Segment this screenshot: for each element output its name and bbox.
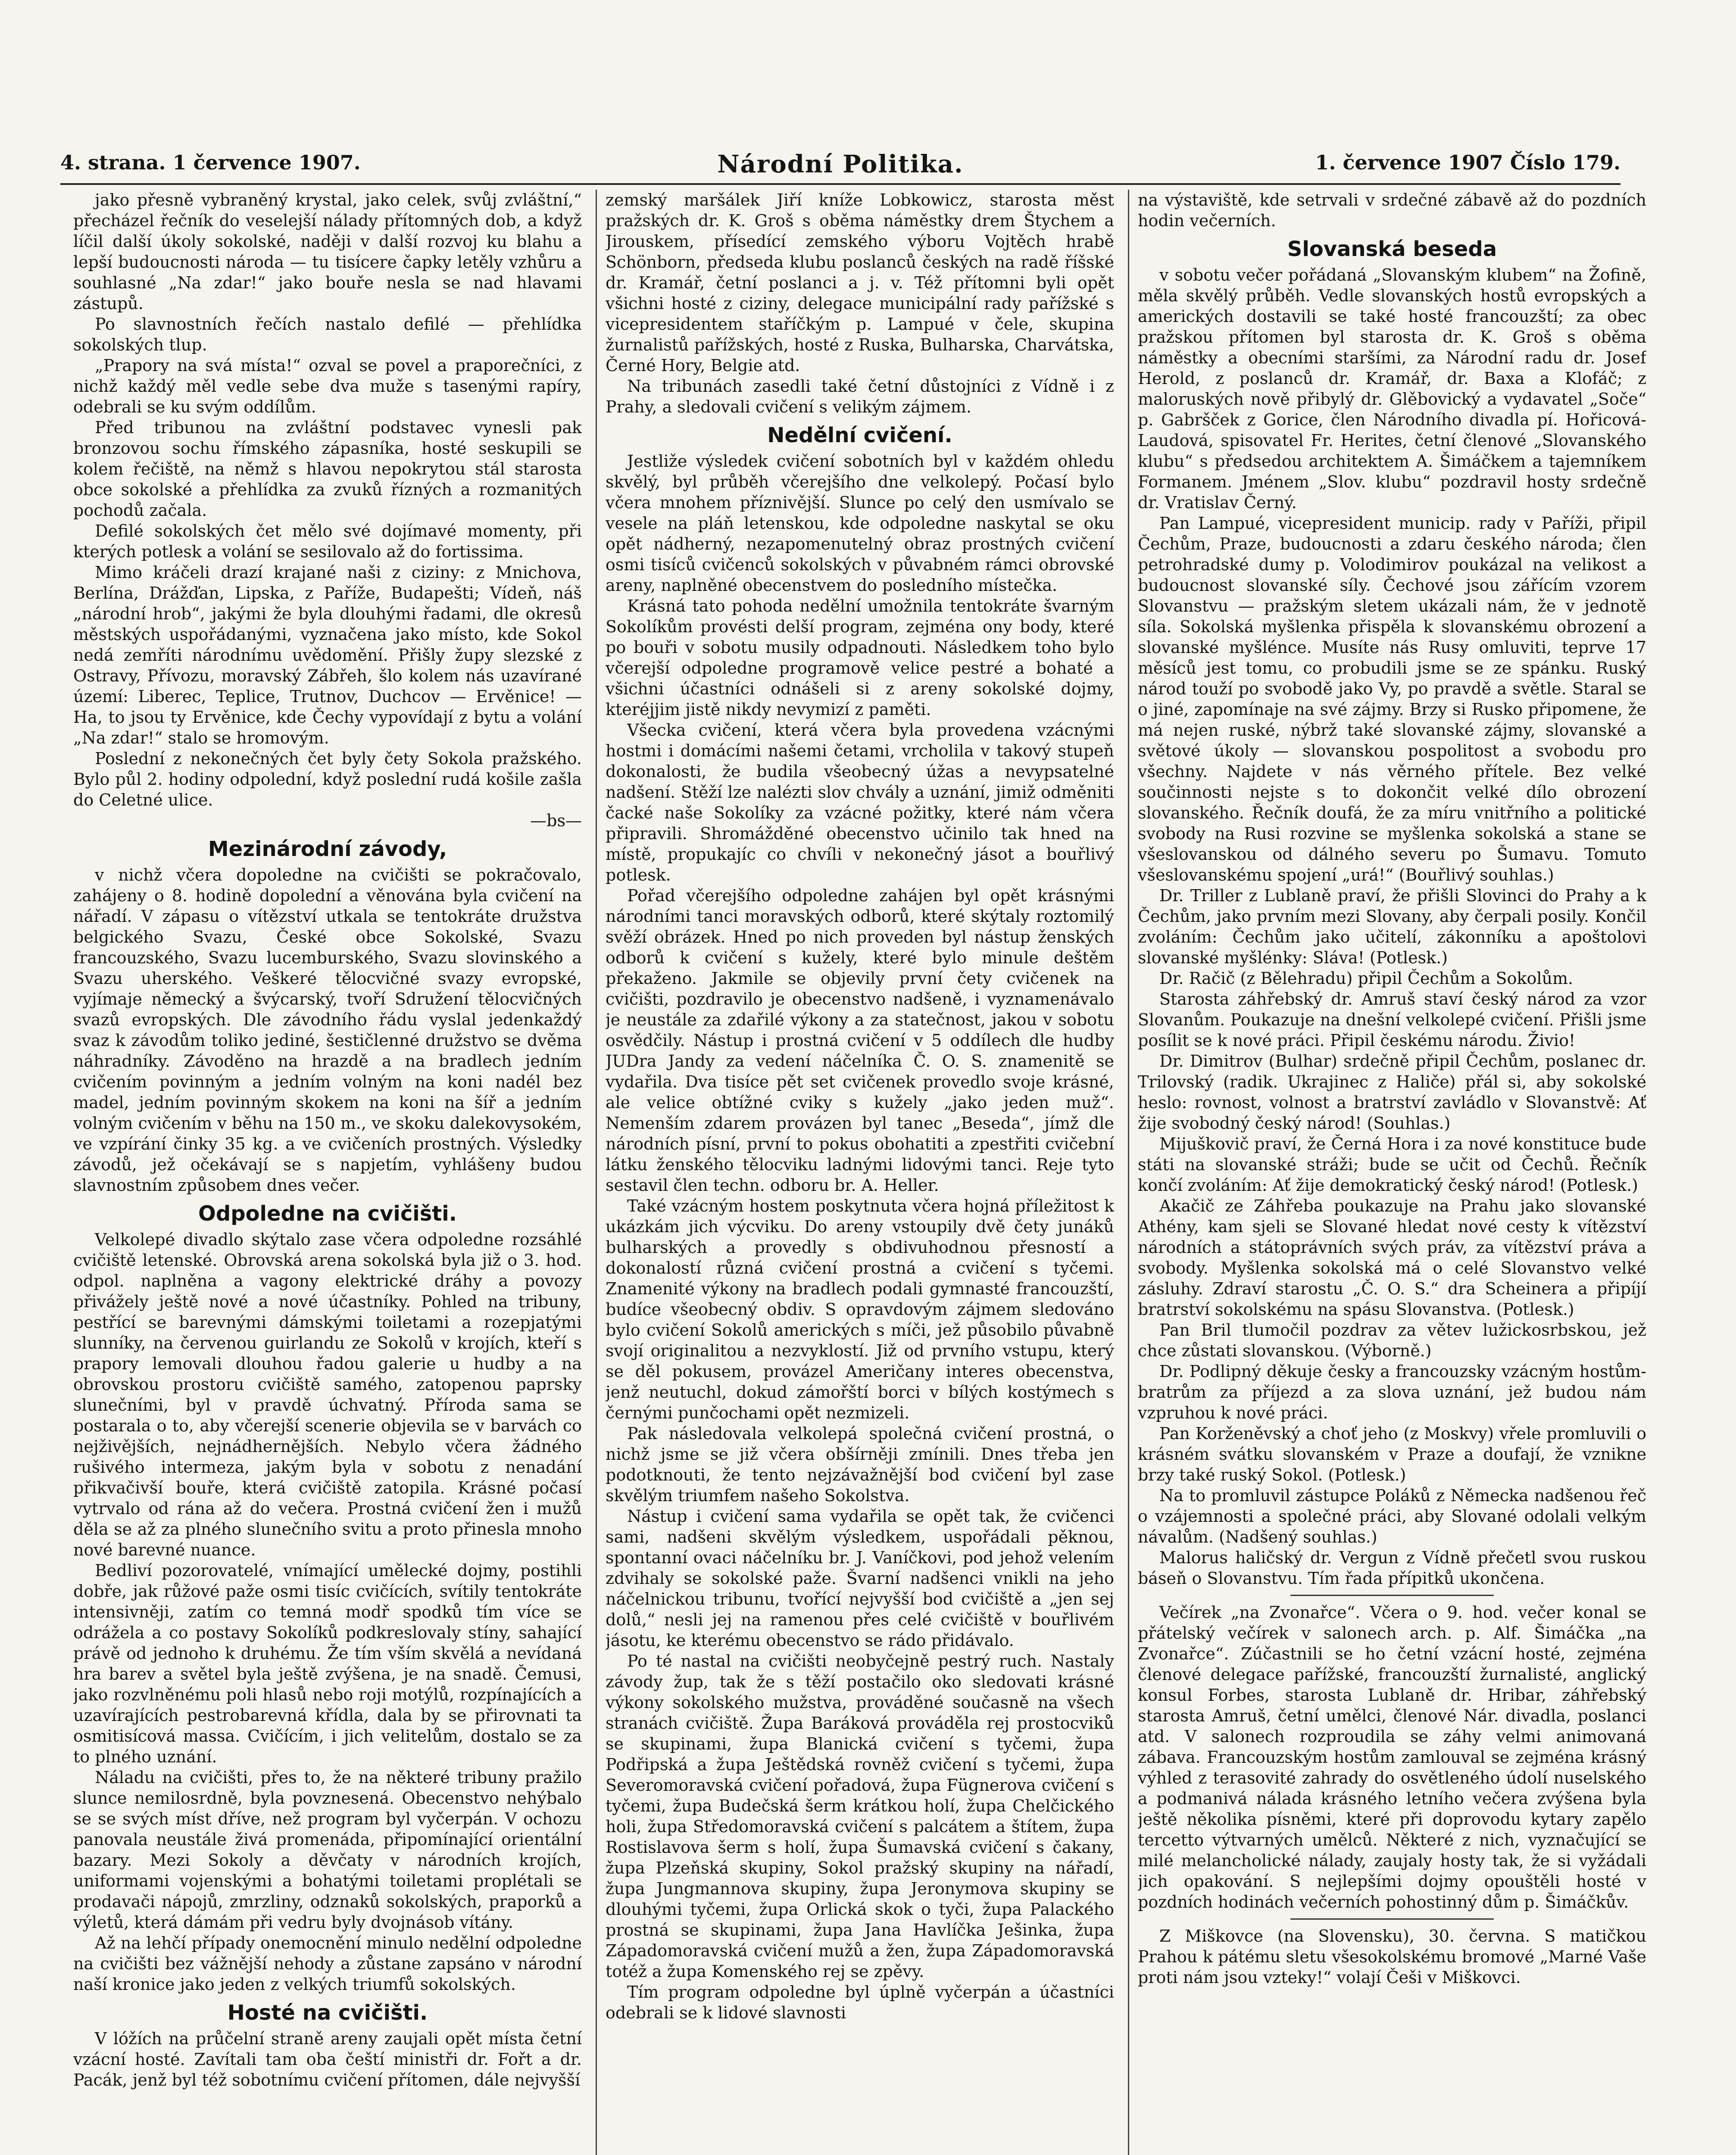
- article-paragraph: V lóžích na průčelní straně areny zaujali opět místa četní vzácní hosté. Zavítali tam oba čeští ministři dr. Fořt a dr. Pacák, jenž byl též sobotnímu cvičení přítomen, dále nejvyšší: [73, 2029, 582, 2089]
- article-paragraph: zemský maršálek Jiří kníže Lobkowicz, starosta měst pražských dr. K. Groš s oběma náměstky drem Štychem a Jirouskem, přísedící zemského výboru Vojtěch hrabě Schönborn, předseda klubu poslanců českých na radě říšské dr. Kramář, četní poslanci a j. v. Též přítomni byli opět všichni hosté z ciziny, delegace municipální rady pařížské s vicepresidentem staříčkým p. Lampué v čele, skupina žurnalistů pařížských, hosté z Ruska, Bulharska, Charvátska, Černé Hory, Belgie atd.: [606, 191, 1114, 375]
- article-paragraph: Večírek „na Zvonařce“. Včera o 9. hod. večer konal se přátelský večírek v salonech arch. p. Alf. Šimáčka „na Zvonařce“. Zúčastnili se ho četní vzácní hosté, zejména členové delegace pařížské, francouzští žurnalisté, anglický konsul Forbes, starosta Lublaně dr. Hribar, záhřebský starosta Amruš, četní umělci, členové Nár. divadla, poslanci atd. V salonech rozproudila se záhy velmi animovaná zábava. Francouzským hostům zamlouval se zejména krásný výhled z terasovité zahrady do osvětleného údolí nuselského a podmanivá nálada krásného letního večera zvýšena byla ještě několika písněmi, které při doprovodu kytary zapělo tercetto výtvarných umělců. Některé z nich, vyznačující se milé melancholické nálady, zaujaly hosty tak, že si vyžádali jich opakování. S nejlepšími dojmy opouštěli hosté v pozdních hodinách večerních pohostinný dům p. Šimáčkův.: [1138, 1603, 1646, 1911]
- article-paragraph: Pan Lampué, vicepresident municip. rady v Paříži, připil Čechům, Praze, budoucnosti a zdaru českého národa; člen petrohradské dumy p. Volodimirov poukázal na velikost a budoucnost slovanské síly. Čechové jsou zářícím vzorem Slovanstvu — pražským sletem ukázali nám, že v jednotě síla. Sokolská myšlenka přispěla k slovanskému obrození a slovanské myšlénce. Musíte nás Rusy omluviti, teprve 17 měsíců jest tomu, co probudili jsme se ze spánku. Ruský národ touží po svobodě jako Vy, po pravdě a světle. Staral se o jiné, zapomínaje na své zájmy. Brzy si Rusko připomene, že má nejen ruské, nýbrž také slovanské zájmy, slovanské a světové úkoly — slovanskou pospolitost a svobodu pro všechny. Najdete v nás věrného přítele. Bez velké součinnosti nejste s to dokončit velké dílo obrození slovanského. Řečník doufá, že za míru vnitřního a politické svobody na Rusi rozvine se myšlenka sokolská a stane se všeslovanskou od dálného severu po Šumavu. Tomuto všeslovanskému spojení „urá!“ (Bouřlivý souhlas.): [1138, 514, 1646, 884]
- column-divider: [1128, 190, 1129, 2155]
- article-paragraph: Krásná tato pohoda nedělní umožnila tentokráte švarným Sokolíkům provésti delší program, zejména ony body, které po bouři v sobotu musily odpadnouti. Následkem toho bylo včerejší odpoledne programově velice pestré a bohaté a všichni účastníci odnášeli si z areny sokolské dojmy, kteréjjim jistě nikdy nevymizí z paměti.: [606, 597, 1114, 719]
- article-paragraph: Jestliže výsledek cvičení sobotních byl v každém ohledu skvělý, byl průběh včerejšího dne velkolepý. Počasí bylo včera mnohem příznivější. Slunce po celý den usmívalo se vesele na pláň letenskou, kde odpoledne naskytal se oku opět nádherný, nezapomenutelný obraz prostných cvičení osmi tisíců cvičenců sokolských v půvabném rámci obrovské areny, naplněné obecenstvem do posledního místečka.: [606, 452, 1114, 595]
- article-paragraph: Pan Korženěvský a choť jeho (z Moskvy) vřele promluvili o krásném svátku slovanském v Praze a doufají, že vznikne brzy také ruský Sokol. (Potlesk.): [1138, 1424, 1646, 1484]
- article-paragraph: Náladu na cvičišti, přes to, že na některé tribuny pražilo slunce nemilosrdně, byla povznesená. Obecenstvo nehýbalo se se svých míst dříve, než program byl vyčerpán. V ochozu panovala neustále živá promenáda, připomínající orientální bazary. Mezi Sokoly a děvčaty v národních krojích, uniformami vojenskými a bohatými toiletami proplétali se prodavači nápojů, zmrzliny, odznaků sokolských, praporků a výletů, která dámám při vedru byly dvojnásob vítány.: [73, 1768, 582, 1932]
- header-page-date: 4. strana. 1 července 1907.: [60, 151, 361, 174]
- newspaper-title: Národní Politika.: [717, 150, 964, 178]
- article-paragraph: Také vzácným hostem poskytnuta včera hojná příležitost k ukázkám jich výcviku. Do areny vstoupily dvě čety junáků bulharských a provedly s obdivuhodnou přesností a dokonalostí různá cvičení prostná a cvičení s tyčemi. Znamenité výkony na bradlech podali gymnasté francouzští, budíce všeobecný obdiv. S opravdovým zájmem sledováno bylo cvičení Sokolů amerických s míči, jež působilo půvabně svojí originalitou a nezvyklostí. Již od prvního vstupu, který se děl pokusem, provázel Američany interes obecenstva, jenž neutuchl, dokud zámořští borci v bílých kostýmech s černými punčochami opět nezmizeli.: [606, 1196, 1114, 1422]
- article-paragraph: Pak následovala velkolepá společná cvičení prostná, o nichž jsme se již včera obšírněji zmínili. Dnes třeba jen podotknouti, že tento nejzávažnější bod cvičení byl zase skvělým triumfem našeho Sokolstva.: [606, 1424, 1114, 1505]
- article-paragraph: „Prapory na svá místa!“ ozval se povel a praporečníci, z nichž každý měl vedle sebe dva muže s tasenými rapíry, odebrali se ku svým oddílům.: [73, 356, 582, 416]
- article-paragraph: Na tribunách zasedli také četní důstojníci z Vídně i z Prahy, a sledovali cvičení s velikým zájmem.: [606, 377, 1114, 416]
- article-paragraph: v nichž včera dopoledne na cvičišti se pokračovalo, zahájeny o 8. hodině dopolední a věnována byla cvičení na nářadí. V zápasu o vítězství utkala se tentokráte družstva belgického Svazu, České obce Sokolské, Svazu francouzského, Svazu lucemburského, Svazu slovinského a Svazu uherského. Veškeré tělocvičné svazy evropské, vyjímaje německý a švýcarský, tvoří Sdružení tělocvičných svazů evropských. Dle závodního řádu vyslal jedenkaždý svaz k závodům toliko jediné, šestičlenné družstvo se dvěma náhradníky. Závoděno na hrazdě a na bradlech jedním cvičením povinným a jedním volným na koni nadél bez madel, jedním povinným skokem na koni na šíř a jedním volným cvičením v běhu na 150 m., ve skoku dalekovysokém, ve vzpírání činky 35 kg. a ve cvičeních prostných. Výsledky závodů, jež očekávají se s napjetím, vyhlášeny budou slavnostním způsobem dnes večer.: [73, 865, 582, 1195]
- article-paragraph: v sobotu večer pořádaná „Slovanským klubem“ na Žofině, měla skvělý průběh. Vedle slovanských hostů evropských a amerických dostavili se také hosté francouzští; za obec pražskou přítomen byl starosta dr. K. Groš s oběma náměstky a obecními staršími, za Národní radu dr. Josef Herold, z poslanců dr. Kramář, dr. Baxa a Klofáč; z maloruských nově přibylý dr. Glěbovický a vydavatel „Soče“ p. Gabršček z Gorice, člen Národního divadla pí. Hořicová-Laudová, spisovatel Fr. Herites, četní členové „Slovanského klubu“ s předsedou architektem A. Šimáčkem a tajemníkem Formanem. Jménem „Slov. klubu“ pozdravil hosty srdečně dr. Vratislav Černý.: [1138, 265, 1646, 512]
- article-paragraph: Dr. Triller z Lublaně praví, že přišli Slovinci do Prahy a k Čechům, jako prvním mezi Slovany, aby čerpali posily. Končil zvoláním: Čechům jako učitelí, zákonníku a apoštolovi slovanské myšlénky: Sláva! (Potlesk.): [1138, 886, 1646, 967]
- article-paragraph: Na to promluvil zástupce Poláků z Německa nadšenou řeč o vzájemnosti a společné práci, aby Slované odolali velkým návalům. (Nadšený souhlas.): [1138, 1486, 1646, 1546]
- article-paragraph: Po té nastal na cvičišti neobyčejně pestrý ruch. Nastaly závody žup, tak že s těží postačilo oko sledovati krásné výkony sokolského mužstva, prováděné současně na všech stranách cvičiště. Župa Baráková prováděla rej prostocviků se skupinami, župa Blanická cvičení s tyčemi, župa Podřipská a župa Ještědská rovněž cvičení s tyčemi, župa Severomoravská cvičení pořadová, župa Fügnerova cvičení s tyčemi, župa Budečská šerm krátkou holí, župa Chelčického holi, župa Středomoravská cvičení s palcátem a štítem, župa Rostislavova šerm s holí, župa Šumavská cvičení s čakany, župa Plzeňská skupiny, Sokol pražský skupiny na nářadí, župa Jungmannova skupiny, župa Jeronymova skupiny se dlouhými tyčemi, župa Orlická skok o tyči, župa Palackého prostná se skupinami, župa Jana Havlíčka Ješinka, župa Západomoravská cvičení mužů a žen, župa Západomoravská totéž a župa Komenského rej se zpěvy.: [606, 1652, 1114, 1981]
- article-paragraph: Starosta záhřebský dr. Amruš staví český národ za vzor Slovanům. Poukazuje na dnešní velkolepé cvičení. Přišli jsme posílit se k nové práci. Připil českému národu. Živio!: [1138, 990, 1646, 1050]
- article-paragraph: Bedliví pozorovatelé, vnímající umělecké dojmy, postihli dobře, jak růžové paže osmi tisíc cvičících, svítily tentokráte intensivněji, zatím co temná modř spodků tím více se odrážela a co postavy Sokolíků podkreslovaly stíny, sahající právě od jednoho k druhému. Že tím vším skvělá a nevídaná hra barev a světel byla ještě zvýšena, je na snadě. Čemusi, jako rozvlněnému poli hlasů nebo roji motýlů, rozpínajících a uzavírajících pestrobarevná křídla, dala by se přirovnati ta osmitisícová massa. Cvičícím, i jich velitelům, dostalo se za to plného uznání.: [73, 1561, 582, 1766]
- column-divider: [596, 190, 597, 2155]
- article-paragraph: Nástup i cvičení sama vydařila se opět tak, že cvičenci sami, nadšeni skvělým výsledkem, uspořádali pěknou, spontanní ovaci náčelníku br. J. Vaníčkovi, pod jehož velením zdvihaly se sokolské paže. Švarní nadšenci vnikli na jeho náčelnickou tribunu, tvořící nejvyšší bod cvičiště a „jen sej dolů,“ nesli jej na ramenou přes celé cvičiště v bouřlivém jásotu, ke kterému obecenstvo se rádo přidávalo.: [606, 1507, 1114, 1650]
- header-issue-number: 1. července 1907 Číslo 179.: [1315, 151, 1620, 174]
- article-paragraph: Po slavnostních řečích nastalo defilé — přehlídka sokolských tlup.: [73, 315, 582, 354]
- section-heading: Mezinárodní závody,: [208, 837, 447, 861]
- article-paragraph: Tím program odpoledne byl úplně vyčerpán a účastníci odebrali se k lidové slavnosti: [606, 1983, 1114, 2022]
- article-paragraph: Dr. Račič (z Bělehradu) připil Čechům a Sokolům.: [1159, 969, 1574, 988]
- section-separator: [1290, 1595, 1494, 1596]
- article-paragraph: Dr. Dimitrov (Bulhar) srdečně připil Čechům, poslanec dr. Trilovský (radik. Ukrajinec z Haliče) přál si, aby sokolské heslo: rovnost, volnost a bratrství zavládlo v Slovanstvě: Ať žije svobodný český národ! (Souhlas.): [1138, 1052, 1646, 1133]
- article-paragraph: Pan Bril tlumočil pozdrav za větev lužickosrbskou, jež chce zůstati slovanskou. (Výborně.): [1138, 1321, 1646, 1360]
- article-paragraph: Dr. Podlipný děkuje česky a francouzsky vzácným hostům-bratrům za příjezd a za slova uznání, jež budou nám vzpruhou k nové práci.: [1138, 1362, 1646, 1422]
- article-paragraph: Velkolepé divadlo skýtalo zase včera odpoledne rozsáhlé cvičiště letenské. Obrovská arena sokolská byla již o 3. hod. odpol. naplněna a vagony elektrické dráhy a povozy přivážely ještě nové a nové účastníky. Pohled na tribuny, pestřící se barevnými dámskými toiletami a rozepjatými slunníky, na červenou guirlandu ze Sokolů v krojích, kteří s prapory lemovali dlouhou řadou galerie u hudby a na obrovskou prostoru cvičiště samého, zatopenou paprsky slunečními, byl v pravdě úchvatný. Příroda sama se postarala o to, aby včerejší scenerie objevila se v barvách co nejživějších, nejnádhernějších. Nebylo včera žádného rušivého intermeza, jakým byla v sobotu z nenadání přikvačivší bouře, která cvičiště zatopila. Krásné počasí vytrvalo od rána až do večera. Prostná cvičení žen i mužů děla se až za plného slunečního svitu a proto přinesla mnoho nové barevné nuance.: [73, 1230, 582, 1559]
- article-paragraph: Mimo kráčeli drazí krajané naši z ciziny: z Mnichova, Berlína, Drážďan, Lipska, z Paříže, Budapešti; Vídeň, náš „národní hrob“, jakými že byla dlouhými řadami, dle okresů městských uspořádanými, vyznačena jako místo, kde Sokol nedá zemříti národnímu uvědomění. Přišly župy slezské z Ostravy, Přívozu, moravský Zábřeh, šlo kolem nás uzavírané území: Liberec, Teplice, Trutnov, Duchcov — Ervěnice! — Ha, to jsou ty Ervěnice, kde Čechy vypovídají z bytu a volání „Na zdar!“ stalo se hromovým.: [73, 563, 582, 747]
- article-paragraph: jako přesně vybraněný krystal, jako celek, svůj zvláštní,“ přecházel řečník do veselejší nálady přítomných dob, a když líčil další úkoly sokolské, naději v další rozvoj ku blahu a lepší budoucnosti národa — tu tisícere čapky letěly vzhůru a souhlasné „Na zdar!“ jako bouře nesla se nad hlavami zástupů.: [73, 191, 582, 313]
- article-paragraph: Akačič ze Záhřeba poukazuje na Prahu jako slovanské Athény, kam sjeli se Slované hledat nové cesty k vítězství národních a státoprávních svých práv, za vítězství práva a svobody. Myšlenka sokolská má o celé Slovanstvo velké zásluhy. Zdraví starostu „Č. O. S.“ dra Scheinera a připíjí bratrství sokolskému na spásu Slovanstva. (Potlesk.): [1138, 1196, 1646, 1319]
- article-paragraph: Malorus haličský dr. Vergun z Vídně přečetl svou ruskou báseň o Slovanstvu. Tím řada přípitků ukončena.: [1138, 1548, 1646, 1588]
- page-header: [60, 142, 1620, 181]
- section-heading: Hosté na cvičišti.: [227, 2001, 428, 2025]
- article-paragraph: Mijuškovič praví, že Černá Hora i za nové konstituce bude státi na slovanské stráži; bude se učit od Čechů. Řečník končí zvoláním: Ať žije demokratický český národ! (Potlesk.): [1138, 1134, 1646, 1195]
- article-paragraph: Pořad včerejšího odpoledne zahájen byl opět krásnými národními tanci moravských odborů, které skýtaly roztomilý svěží obrázek. Hned po nich proveden byl nástup ženských odborů k cvičení s kužely, které bylo minule deštěm překaženo. Jakmile se objevily první čety cvičenek na cvičišti, pozdravilo je obecenstvo nadšeně, i vyznamenávalo je neustále za zdařilé výkony a za statečnost, jakou v sobotu osvědčily. Nástup i prostná cvičení v 5 oddílech dle hudby JUDra Jandy za vedení náčelníka Č. O. S. znamenitě se vydařila. Dva tisíce pět set cvičenek provedlo svoje krásné, ale velice obtížné cviky s kužely „jako jeden muž“. Nemenším zdarem provázen byl tanec „Beseda“, jímž dle národních písní, první to pokus obohatiti a zpestřiti cvičební látku ženského tělocviku ladnými lidovými tanci. Reje tyto sestavil člen techn. odboru br. A. Heller.: [606, 886, 1114, 1195]
- section-heading: Slovanská beseda: [1287, 237, 1497, 261]
- column-2: [606, 190, 1114, 2155]
- section-heading: Nedělní cvičení.: [767, 423, 952, 447]
- article-paragraph: Z Miškovce (na Slovensku), 30. června. S matičkou Prahou k pátému sletu všesokolskému bromové „Marné Vaše proti nám jsou vzteky!“ volají Češi v Miškovci.: [1138, 1927, 1646, 1987]
- article-paragraph: Poslední z nekonečných čet byly čety Sokola pražského. Bylo půl 2. hodiny odpolední, když poslední rudá košile zašla do Celetné ulice.: [73, 749, 582, 809]
- article-paragraph: Před tribunou na zvláštní podstavec vynesli pak bronzovou sochu římského zápasníka, hosté seskupili se kolem řečiště, na němž s hlavou nepokrytou stál starosta obce sokolské a přehlídka za zvuků řízných a rozmanitých pochodů začala.: [73, 418, 582, 520]
- author-signature: —bs—: [530, 811, 582, 830]
- article-paragraph: Až na lehčí případy onemocnění minulo nedělní odpoledne na cvičišti bez vážnější nehody a zůstane zapsáno v národní naší kronice jako jeden z velkých triumfů sokolských.: [73, 1933, 582, 1994]
- header-rule: [60, 183, 1620, 185]
- column-3: [1138, 190, 1646, 2155]
- article-paragraph: na výstaviště, kde setrvali v srdečné zábavě až do pozdních hodin večerních.: [1138, 191, 1646, 230]
- article-paragraph: Všecka cvičení, která včera byla provedena vzácnými hostmi i domácími našemi četami, vrcholila v takový stupeň dokonalosti, že budila všeobecný úžas a nevypsatelné nadšení. Stěží lze nalézti slov chvály a uznání, jimiž odměniti čacké naše Sokolíky za vzácné požitky, které nám včera připravili. Shromážděné obecenstvo učinilo tak hned na místě, propukajíc co chvíli v nekonečný jásot a bouřlivý potlesk.: [606, 721, 1114, 884]
- section-heading: Odpoledne na cvičišti.: [198, 1202, 457, 1226]
- column-1: [73, 190, 582, 2155]
- section-separator: [1290, 1918, 1494, 1920]
- article-paragraph: Defilé sokolských čet mělo své dojímavé momenty, při kterých potlesk a volání se sesilovalo až do fortissima.: [73, 522, 582, 561]
